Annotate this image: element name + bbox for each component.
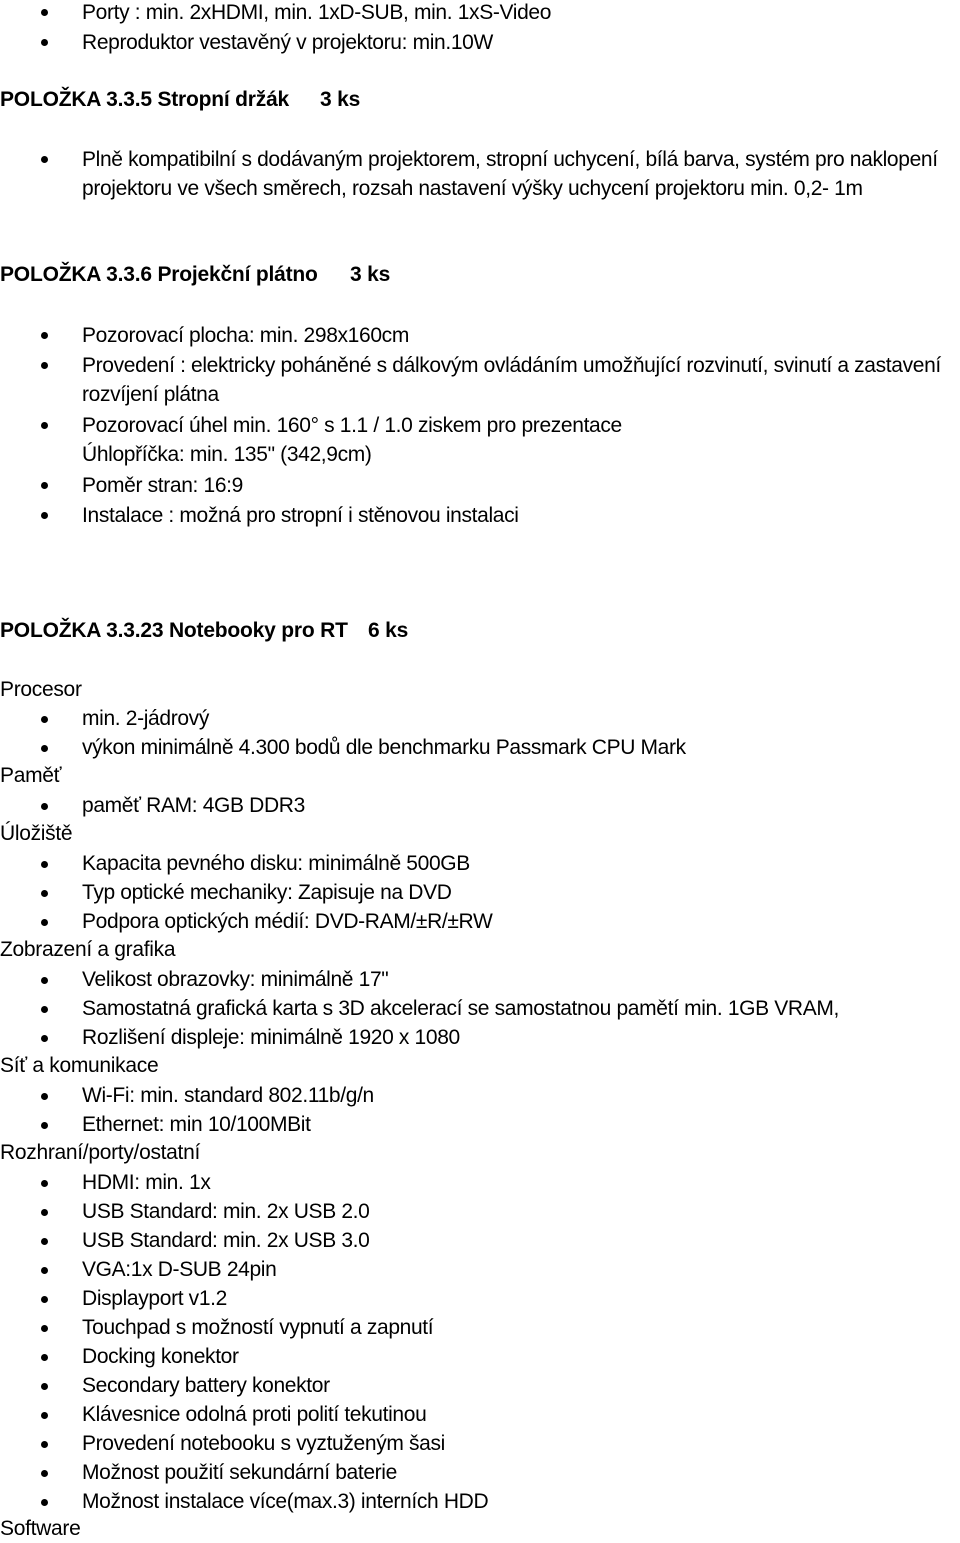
bullet-marker <box>41 1006 48 1013</box>
bullet-text: Poměr stran: 16:9 <box>82 474 243 497</box>
bullet-marker <box>41 1093 48 1100</box>
bullet-text: Pozorovací úhel min. 160° s 1.1 / 1.0 ziskem pro prezentace <box>82 414 622 437</box>
bullet-text: Touchpad s možností vypnutí a zapnutí <box>82 1316 434 1339</box>
bullet-marker <box>41 890 48 897</box>
bullet-marker <box>41 512 48 519</box>
bullet-text: Secondary battery konektor <box>82 1374 330 1397</box>
bullet-text: Reproduktor vestavěný v projektoru: min.10W <box>82 31 493 54</box>
bullet-text: VGA:1x D-SUB 24pin <box>82 1258 277 1281</box>
bullet-text: min. 2-jádrový <box>82 707 209 730</box>
bullet-text: Pozorovací plocha: min. 298x160cm <box>82 324 409 347</box>
bullet-marker <box>41 1267 48 1274</box>
bullet-marker <box>41 1383 48 1390</box>
bullet-text: Displayport v1.2 <box>82 1287 227 1310</box>
bullet-text: Velikost obrazovky: minimálně 17" <box>82 968 389 991</box>
bullet-marker <box>41 803 48 810</box>
bullet-text: Provedení : elektricky poháněné s dálkovým ovládáním umožňující rozvinutí, svinutí a zastavení <box>82 354 941 377</box>
bullet-marker <box>41 1238 48 1245</box>
bullet-text: Porty : min. 2xHDMI, min. 1xD-SUB, min. 1xS-Video <box>82 1 552 24</box>
bullet-text: Možnost instalace více(max.3) interních HDD <box>82 1490 489 1513</box>
bullet-text: Provedení notebooku s vyztuženým šasi <box>82 1432 445 1455</box>
bullet-text: Instalace : možná pro stropní i stěnovou instalaci <box>82 504 519 527</box>
bullet-text: Typ optické mechaniky: Zapisuje na DVD <box>82 881 452 904</box>
bullet-marker <box>41 362 48 369</box>
bullet-text: výkon minimálně 4.300 bodů dle benchmarku Passmark CPU Mark <box>82 736 686 759</box>
item-quantity: 6 ks <box>368 619 409 642</box>
bullet-marker <box>41 422 48 429</box>
bullet-text: Samostatná grafická karta s 3D akcelerací se samostatnou pamětí min. 1GB VRAM, <box>82 997 840 1020</box>
bullet-text: Rozlišení displeje: minimálně 1920 x 1080 <box>82 1026 460 1049</box>
bullet-marker <box>41 39 48 46</box>
bullet-marker <box>41 1122 48 1129</box>
bullet-marker <box>41 1470 48 1477</box>
bullet-text: Klávesnice odolná proti polití tekutinou <box>82 1403 427 1426</box>
bullet-marker <box>41 1035 48 1042</box>
bullet-text: paměť RAM: 4GB DDR3 <box>82 794 305 817</box>
bullet-text: Plně kompatibilní s dodávaným projektorem, stropní uchycení, bílá barva, systém pro naklopení <box>82 148 938 171</box>
bullet-marker <box>41 156 48 163</box>
bullet-marker <box>41 1441 48 1448</box>
bullet-marker <box>41 332 48 339</box>
bullet-marker <box>41 1180 48 1187</box>
item-title: POLOŽKA 3.3.6 Projekční plátno <box>0 263 318 286</box>
bullet-marker <box>41 9 48 16</box>
section-label: Úložiště <box>0 822 73 845</box>
bullet-marker <box>41 1296 48 1303</box>
bullet-text: USB Standard: min. 2x USB 3.0 <box>82 1229 370 1252</box>
bullet-marker <box>41 1209 48 1216</box>
item-title: POLOŽKA 3.3.23 Notebooky pro RT <box>0 619 348 642</box>
bullet-text: Možnost použití sekundární baterie <box>82 1461 397 1484</box>
item-heading-336 <box>0 261 391 289</box>
section-label: Rozhraní/porty/ostatní <box>0 1141 201 1164</box>
item-heading-3323 <box>0 617 409 645</box>
bullet-text: USB Standard: min. 2x USB 2.0 <box>82 1200 370 1223</box>
bullet-marker <box>41 919 48 926</box>
bullet-text-continued: projektoru ve všech směrech, rozsah nastavení výšky uchycení projektoru min. 0,2- 1m <box>82 177 863 200</box>
section-label: Paměť <box>0 764 62 787</box>
bullet-marker <box>41 716 48 723</box>
bullet-marker <box>41 861 48 868</box>
bullet-text: HDMI: min. 1x <box>82 1171 211 1194</box>
bullet-marker <box>41 977 48 984</box>
bullet-text: Wi-Fi: min. standard 802.11b/g/n <box>82 1084 374 1107</box>
section-label: Zobrazení a grafika <box>0 938 176 961</box>
bullet-marker <box>41 745 48 752</box>
bullet-marker <box>41 482 48 489</box>
section-label: Síť a komunikace <box>0 1054 159 1077</box>
item-quantity: 3 ks <box>320 88 361 111</box>
bullet-marker <box>41 1499 48 1506</box>
bullet-marker <box>41 1354 48 1361</box>
section-label: Procesor <box>0 678 82 701</box>
section-label: Software <box>0 1517 81 1540</box>
item-title: POLOŽKA 3.3.5 Stropní držák <box>0 88 290 111</box>
bullet-text-continued: rozvíjení plátna <box>82 383 219 406</box>
bullet-marker <box>41 1412 48 1419</box>
bullet-text-unmarked: Úhlopříčka: min. 135" (342,9cm) <box>82 443 372 466</box>
bullet-text: Docking konektor <box>82 1345 239 1368</box>
bullet-text: Podpora optických médií: DVD-RAM/±R/±RW <box>82 910 493 933</box>
bullet-text: Kapacita pevného disku: minimálně 500GB <box>82 852 470 875</box>
bullet-text: Ethernet: min 10/100MBit <box>82 1113 311 1136</box>
item-quantity: 3 ks <box>350 263 391 286</box>
bullet-marker <box>41 1325 48 1332</box>
item-heading-335 <box>0 86 361 114</box>
